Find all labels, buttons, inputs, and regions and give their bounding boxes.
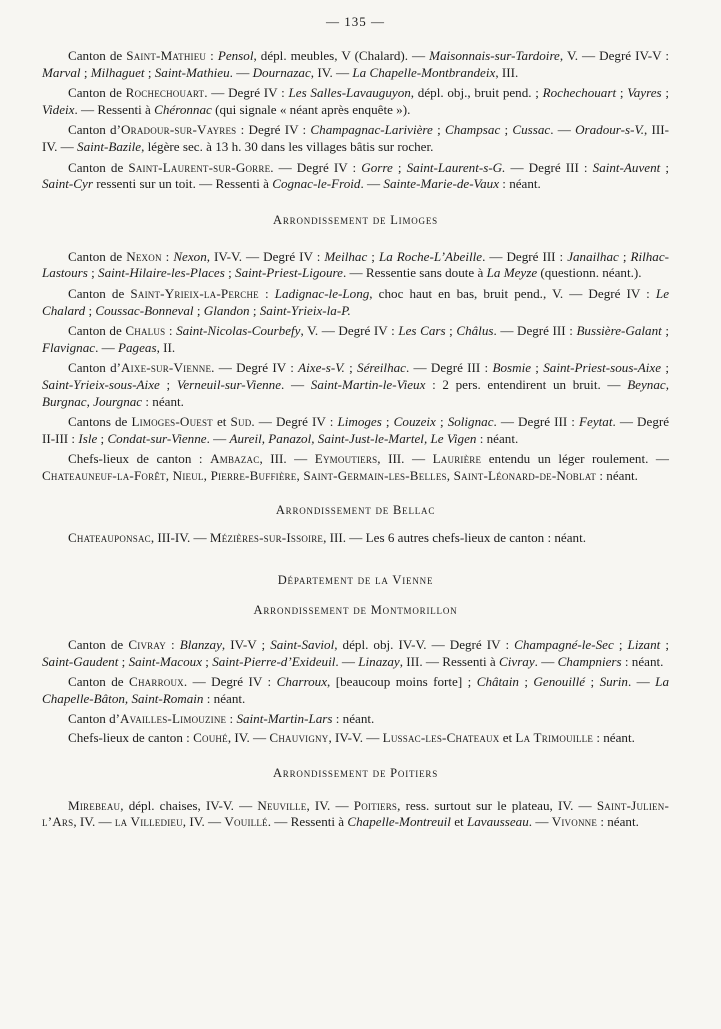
place-name: Saint-Priest-Ligoure — [235, 265, 343, 281]
text-run: ; — [367, 248, 379, 264]
canton-name: Chauvigny — [269, 730, 329, 746]
place-name: Pensol — [217, 48, 254, 63]
place-name: Condat-sur-Vienne — [107, 430, 207, 446]
text-run: Canton de — [68, 159, 129, 175]
text-run: : néant. — [597, 814, 639, 830]
text-run: , dépl. meubles, V (Chalard). — — [253, 48, 430, 63]
canton-name: Nexon — [126, 248, 162, 264]
place-name: Verneuil-sur-Vienne — [176, 376, 282, 392]
place-name: La Meyze — [486, 265, 538, 281]
text-run: ; — [660, 637, 669, 653]
place-name: Champagné-le-Sec — [514, 637, 614, 653]
text-run: . — Degré IV : — [204, 85, 289, 101]
canton-name: Lussac-les-Chateaux — [382, 730, 500, 746]
canton-name: Vivonne — [551, 814, 598, 830]
place-name: Isle — [78, 430, 98, 446]
text-run: , IV. — — [73, 814, 115, 830]
place-name: Charroux — [276, 674, 328, 690]
text-run: Cantons de — [68, 414, 132, 430]
place-name: Dournazac — [252, 64, 311, 80]
place-name: Blanzay — [179, 637, 222, 653]
text-run: et — [450, 814, 467, 830]
text-run: ; — [616, 85, 628, 101]
text-run: : néant. — [332, 711, 375, 727]
text-run: ; — [144, 64, 155, 80]
text-run: ; — [193, 302, 204, 318]
canton-paragraph — [42, 48, 669, 81]
canton-name: Saint-Laurent-sur-Gorre — [128, 159, 271, 175]
text-run: . — — [229, 64, 253, 80]
text-run: ; — [518, 674, 534, 690]
text-run: Canton de — [68, 323, 126, 339]
place-name: Saint-Mathieu — [154, 64, 230, 80]
place-name: Champsac — [444, 122, 501, 138]
text-run: ; — [97, 430, 108, 446]
place-name: Chéronnac — [154, 101, 212, 117]
text-run: ; — [500, 122, 513, 138]
place-name: Meilhac — [324, 248, 368, 264]
canton-name: Couhé — [193, 730, 228, 746]
canton-name: Rochechouart — [125, 85, 205, 101]
canton-name: Chateauponsac — [68, 530, 151, 546]
text-run: . — Degré IV : — [183, 674, 277, 690]
text-run: , III. — Les 6 autres chefs-lieux de canton : néant. — [323, 530, 586, 546]
place-name: Saint-Bazile — [77, 138, 142, 154]
text-run: . — — [534, 653, 558, 669]
place-name: Glandon — [203, 302, 250, 318]
canton-paragraph — [42, 730, 669, 747]
text-run: . — Degré IV : — [211, 360, 299, 376]
text-run: ; — [381, 414, 394, 430]
text-run: , IV-V. — — [328, 730, 383, 746]
section-heading: Arrondissement de Poitiers — [272, 765, 439, 780]
canton-name: Civray — [128, 637, 166, 653]
place-name: Nexon — [173, 248, 207, 264]
text-run: ; — [392, 159, 407, 175]
section-heading: Arrondissement de Montmorillon — [253, 603, 458, 618]
canton-paragraph — [42, 451, 669, 484]
text-run: ; — [445, 323, 457, 339]
place-name: La Chapelle-Bâton, Saint-Romain — [42, 674, 670, 706]
place-name: Rochechouart — [542, 85, 617, 101]
canton-paragraph — [42, 323, 669, 356]
place-name: Oradour-s-V. — [575, 122, 645, 138]
place-name: Flavignac — [42, 339, 96, 355]
place-name: Séreilhac — [357, 360, 406, 376]
canton-paragraph — [42, 637, 669, 670]
text-run: . — Ressenti à — [267, 814, 348, 830]
canton-name: Saint-Julien-l’Ars — [42, 797, 670, 830]
text-run: ; — [613, 637, 628, 653]
text-run: ; — [661, 323, 669, 339]
text-run: . — — [627, 674, 656, 690]
text-run: , choc haut en bas, bruit pend., V. — Degré IV : — [369, 285, 656, 301]
text-run: ressenti sur un toit. — Ressenti à — [92, 176, 273, 192]
text-run: : — [165, 637, 180, 653]
section-heading: Arrondissement de Bellac — [275, 503, 436, 518]
canton-paragraph — [42, 711, 669, 728]
canton-name: Chateauneuf-la-Forêt, Nieul, Pierre-Buffière, Saint-Germain-les-Belles, Saint-Léonard-de-Noblat — [42, 467, 597, 483]
text-run: , IV. — — [182, 814, 225, 830]
place-name: Le Chalard — [42, 285, 670, 318]
place-name: Saint-Hilaire-les-Places — [98, 265, 225, 281]
text-run: : — [161, 248, 174, 264]
canton-name: Sud — [230, 414, 252, 430]
text-run: , IV-V. — Degré IV : — [206, 248, 325, 264]
place-name: Beynac, Burgnac, Jourgnac — [42, 376, 669, 409]
place-name: Saint-Martin-Lars — [236, 711, 333, 727]
text-run: : — [206, 48, 218, 63]
section-heading: Arrondissement de Limoges — [273, 212, 438, 227]
section-heading: Département de la Vienne — [277, 573, 434, 588]
text-run: ; — [435, 414, 448, 430]
place-name: Couzeix — [393, 414, 436, 430]
text-run: . — — [528, 814, 552, 830]
text-run: ; — [202, 653, 213, 669]
text-run: Chefs-lieux de canton : — [68, 730, 194, 746]
text-run: . — Degré IV : — [251, 414, 338, 430]
text-run: : néant. — [593, 730, 635, 746]
text-run: , IV-V ; — [221, 637, 271, 653]
text-run: : — [258, 285, 275, 301]
text-run: . — — [335, 653, 359, 669]
text-run: . — Degré III : — [405, 360, 493, 376]
canton-paragraph — [42, 122, 669, 155]
place-name: Champagnac-Larivière — [310, 122, 433, 138]
text-run: ; — [159, 376, 177, 392]
text-run: , III. — [495, 64, 519, 80]
place-name: Saint-Yrieix-sous-Aixe — [42, 376, 160, 392]
text-run: (qui signale « néant après enquête »). — [211, 101, 411, 117]
text-run: — Degré III : — [505, 159, 593, 175]
canton-paragraph — [42, 360, 669, 410]
text-run: : néant. — [596, 467, 638, 483]
text-run: ; — [661, 360, 669, 376]
canton-name: Eymoutiers — [314, 451, 378, 467]
text-run: : néant. — [621, 653, 664, 669]
place-name: Les Salles-Lavauguyon — [288, 85, 411, 101]
text-run: : néant. — [476, 430, 519, 446]
canton-paragraph — [42, 530, 669, 547]
text-run: . — — [95, 339, 119, 355]
text-run: : néant. — [142, 393, 184, 409]
place-name: Chapelle-Montreuil — [347, 814, 451, 830]
place-name: Châtain — [476, 674, 519, 690]
canton-name: Charroux — [129, 674, 184, 690]
text-run: : Degré IV : — [236, 122, 311, 138]
text-run: . — Degré II-III : — [42, 414, 670, 446]
place-name: Saint-Auvent — [592, 159, 661, 175]
canton-name: Saint-Yrieix-la-Perche — [130, 285, 259, 301]
place-name: Lizant — [627, 637, 661, 653]
canton-name: Poitiers — [353, 797, 398, 813]
text-run: ; — [80, 64, 91, 80]
place-name: Champniers — [557, 653, 622, 669]
canton-paragraph — [42, 160, 669, 193]
place-name: Janailhac — [567, 248, 619, 264]
canton-paragraph — [42, 674, 669, 707]
text-run: ; — [585, 674, 600, 690]
text-run: Canton de — [68, 85, 126, 101]
text-run: entendu un léger roulement. — — [481, 451, 669, 467]
canton-name: Saint-Mathieu — [126, 48, 207, 63]
text-run: : — [226, 711, 237, 727]
canton-name: Neuville — [257, 797, 307, 813]
place-name: Bosmie — [492, 360, 532, 376]
text-run: ; — [224, 265, 236, 281]
canton-name: Mirebeau — [68, 797, 121, 813]
text-run: et — [212, 414, 231, 430]
text-run: , III-IV. — — [150, 530, 210, 546]
place-name: Solignac — [447, 414, 494, 430]
place-name: Coussac-Bonneval — [95, 302, 194, 318]
text-run: , dépl. obj., bruit pend. ; — [410, 85, 543, 101]
canton-paragraph — [42, 286, 669, 319]
place-name: Milhaguet — [90, 64, 145, 80]
canton-name: Oradour-sur-Vayres — [120, 122, 237, 138]
text-run: Canton d’ — [68, 711, 121, 727]
text-run: , légère sec. à 13 h. 30 dans les villages bâtis sur rocher. — [141, 138, 434, 154]
place-name: Genouillé — [533, 674, 586, 690]
text-run: : 2 pers. entendirent un bruit. — — [425, 376, 628, 392]
text-run: Canton de — [68, 248, 127, 264]
text-run: . — — [550, 122, 576, 138]
place-name: Saint-Priest-sous-Aixe — [543, 360, 662, 376]
text-run: ; — [344, 360, 358, 376]
text-run: . — — [360, 176, 384, 192]
place-name: Saint-Cyr — [42, 176, 93, 192]
text-run: . — Degré III : — [493, 414, 580, 430]
text-run: ; — [118, 653, 129, 669]
place-name: La Roche-L’Abeille — [378, 248, 483, 264]
place-name: Vayres — [627, 85, 662, 101]
place-name: Saint-Pierre-d’Exideuil — [212, 653, 336, 669]
place-name: Cognac-le-Froid — [272, 176, 361, 192]
document-page — [42, 0, 669, 835]
text-run: Canton de — [68, 637, 129, 653]
place-name: Saint-Martin-le-Vieux — [310, 376, 426, 392]
text-run: . — Degré III : — [493, 323, 577, 339]
text-run: ; — [85, 302, 96, 318]
text-run: . — Degré IV : — [270, 159, 362, 175]
text-run: , ress. surtout sur le plateau, IV. — — [397, 797, 597, 813]
text-run: , dépl. chaises, IV-V. — — [120, 797, 258, 813]
text-run: . — Ressenti à — [74, 101, 155, 117]
place-name: Sainte-Marie-de-Vaux — [383, 176, 500, 192]
text-run: , II. — [156, 339, 176, 355]
text-run: , dépl. obj. IV-V. — Degré IV : — [334, 637, 515, 653]
text-run: Canton de — [68, 674, 130, 690]
text-run: , V. — Degré IV : — [300, 323, 399, 339]
place-name: Rilhac-Lastours — [42, 248, 670, 281]
place-name: Videix — [42, 101, 75, 117]
text-run: ; — [531, 360, 544, 376]
canton-name: Ambazac — [210, 451, 260, 467]
canton-paragraph — [42, 85, 669, 118]
text-run: ; — [87, 265, 99, 281]
canton-name: La Trimouille — [515, 730, 594, 746]
document-body — [42, 48, 669, 831]
place-name: Saint-Yrieix-la-P. — [259, 302, 351, 318]
place-name: Châlus — [456, 323, 494, 339]
canton-name: Chalus — [125, 323, 166, 339]
text-run: , III. — — [377, 451, 433, 467]
text-run: , III. — — [259, 451, 315, 467]
place-name: Lavausseau — [466, 814, 529, 830]
place-name: Marval — [42, 64, 81, 80]
text-run: Canton d’ — [68, 122, 121, 138]
text-run: , [beaucoup moins forte] ; — [327, 674, 477, 690]
text-run: , V. — Degré IV-V : — [559, 48, 670, 63]
text-run: : néant. — [499, 176, 541, 192]
place-name: Gorre — [361, 159, 393, 175]
place-name: Ladignac-le-Long — [274, 285, 370, 301]
text-run: ; — [618, 248, 631, 264]
text-run: , IV. — — [227, 730, 270, 746]
place-name: Civray — [499, 653, 535, 669]
canton-name: Vouillé — [224, 814, 268, 830]
place-name: Linazay — [358, 653, 400, 669]
canton-name: Aixe-sur-Vienne — [121, 360, 212, 376]
place-name: Feytat — [579, 414, 613, 430]
text-run: ; — [660, 159, 670, 175]
canton-paragraph — [42, 249, 669, 282]
place-name: Maisonnais-sur-Tardoire — [429, 48, 560, 63]
place-name: Limoges — [337, 414, 382, 430]
text-run: ; — [661, 85, 669, 101]
text-run: Canton d’ — [68, 360, 122, 376]
place-name: Pageas — [118, 339, 157, 355]
place-name: Cussac — [512, 122, 551, 138]
canton-name: la Villedieu — [114, 814, 183, 830]
text-run: ; — [249, 302, 260, 318]
text-run: et — [499, 730, 516, 746]
canton-paragraph — [42, 414, 669, 447]
canton-name: Availles-Limouzine — [120, 711, 227, 727]
text-run: : — [165, 323, 177, 339]
text-run: Chefs-lieux de canton : — [68, 451, 211, 467]
text-run: . — — [206, 430, 230, 446]
place-name: Les Cars — [398, 323, 446, 339]
canton-paragraph — [42, 798, 669, 831]
place-name: Bussière-Galant — [576, 323, 662, 339]
place-name: Aureil, Panazol, Saint-Just-le-Martel, Le Vigen — [229, 430, 477, 446]
place-name: Saint-Macoux — [128, 653, 203, 669]
text-run: , III. — Ressenti à — [399, 653, 500, 669]
text-run: , III-IV. — — [42, 122, 669, 154]
place-name: La Chapelle-Montbrandeix — [352, 64, 496, 80]
text-run: : néant. — [203, 690, 246, 706]
text-run: Canton de — [68, 48, 127, 63]
text-run: (questionn. néant.). — [537, 265, 642, 281]
canton-name: Laurière — [432, 451, 482, 467]
text-run: , IV. — — [306, 797, 354, 813]
text-run: Canton de — [68, 285, 131, 301]
text-run: , IV. — — [310, 64, 353, 80]
place-name: Saint-Saviol — [270, 637, 335, 653]
place-name: Saint-Nicolas-Courbefy — [176, 323, 301, 339]
canton-name: Mézières-sur-Issoire — [209, 530, 324, 546]
place-name: Saint-Gaudent — [42, 653, 119, 669]
text-run: . — Degré III : — [482, 248, 568, 264]
place-name: Aixe-s-V. — [298, 360, 345, 376]
canton-name: Limoges-Ouest — [131, 414, 213, 430]
page-number: — 135 — — [326, 14, 385, 29]
text-run: . — Ressentie sans doute à — [342, 265, 487, 281]
text-run: ; — [432, 122, 445, 138]
place-name: Saint-Laurent-s-G. — [406, 159, 506, 175]
text-run: . — — [281, 376, 311, 392]
place-name: Surin — [599, 674, 628, 690]
